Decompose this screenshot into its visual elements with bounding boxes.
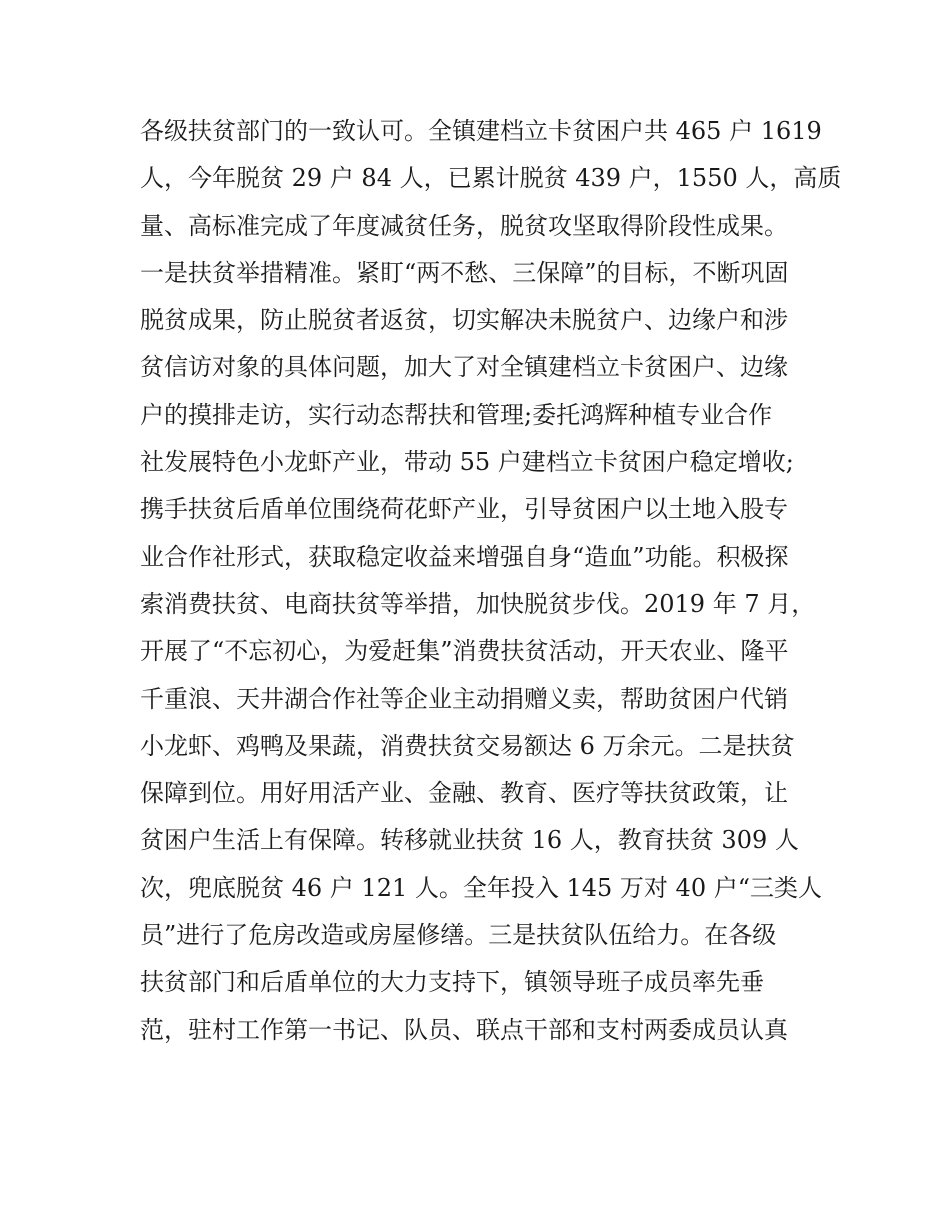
- text-line: 一是扶贫举措精准。紧盯“两不愁、三保障”的目标，不断巩固: [140, 258, 789, 287]
- text-line: 扶贫部门和后盾单位的大力支持下，镇领导班子成员率先垂: [140, 968, 764, 997]
- text-line: 量、高标准完成了年度减贫任务，脱贫攻坚取得阶段性成果。: [140, 211, 788, 240]
- text-line: 携手扶贫后盾单位围绕荷花虾产业，引导贫困户以土地入股专: [140, 495, 788, 524]
- text-line: 户的摸排走访，实行动态帮扶和管理;委托鸿辉种植专业合作: [140, 400, 773, 429]
- text-line: 员”进行了危房改造或房屋修缮。三是扶贫队伍给力。在各级: [140, 921, 777, 950]
- text-line: 脱贫成果，防止脱贫者返贫，切实解决未脱贫户、边缘户和涉: [140, 306, 788, 335]
- text-line: 业合作社形式，获取稳定收益来增强自身“造血”功能。积极探: [140, 542, 789, 571]
- text-line: 范，驻村工作第一书记、队员、联点干部和支村两委成员认真: [140, 1015, 788, 1044]
- body-text: [140, 108, 842, 1054]
- text-line: 各级扶贫部门的一致认可。全镇建档立卡贫困户共 465 户 1619: [140, 117, 822, 145]
- text-line: 索消费扶贫、电商扶贫等举措，加快脱贫步伐。2019 年 7 月，: [140, 589, 816, 618]
- text-line: 贫困户生活上有保障。转移就业扶贫 16 人，教育扶贫 309 人: [140, 826, 799, 855]
- text-line: 开展了“不忘初心，为爱赶集”消费扶贫活动，开天农业、隆平: [140, 637, 789, 666]
- text-line: 次，兜底脱贫 46 户 121 人。全年投入 145 万对 40 户“三类人: [140, 873, 822, 902]
- text-line: 贫信访对象的具体问题，加大了对全镇建档立卡贫困户、边缘: [140, 353, 788, 382]
- text-line: 保障到位。用好用活产业、金融、教育、医疗等扶贫政策，让: [140, 779, 788, 808]
- text-line: 人，今年脱贫 29 户 84 人，已累计脱贫 439 户，1550 人，高质: [140, 164, 842, 193]
- text-line: 小龙虾、鸡鸭及果蔬，消费扶贫交易额达 6 万余元。二是扶贫: [140, 731, 795, 760]
- text-line: 社发展特色小龙虾产业，带动 55 户建档立卡贫困户稳定增收;: [140, 448, 794, 477]
- text-line: 千重浪、天井湖合作社等企业主动捐赠义卖，帮助贫困户代销: [140, 684, 788, 713]
